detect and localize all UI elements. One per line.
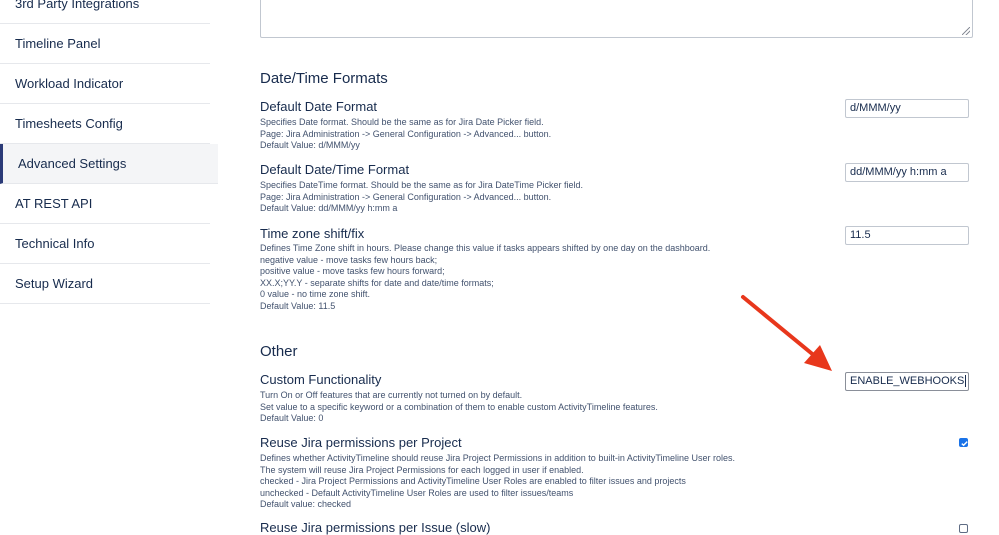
- sidebar-item-setup-wizard[interactable]: Setup Wizard: [0, 264, 210, 304]
- sidebar-item-at-rest-api[interactable]: AT REST API: [0, 184, 210, 224]
- settings-textarea[interactable]: [260, 0, 973, 38]
- custom-functionality-input[interactable]: [845, 372, 969, 391]
- setting-desc-time-zone-shift: Defines Time Zone shift in hours. Please change this value if tasks appears shifted by one day on the dashboard. negative value - move tasks few hours back; positive value - move tasks few hours forward; XX.X;YY.Y - separate shifts for date and date/time formats; 0 value - no time zone shift. Default Value: 11.5: [260, 243, 711, 311]
- section-title-other: Other: [260, 343, 298, 360]
- sidebar-item-technical-info[interactable]: Technical Info: [0, 224, 210, 264]
- sidebar-item-advanced-settings[interactable]: Advanced Settings: [0, 144, 218, 184]
- setting-title-time-zone-shift: Time zone shift/fix: [260, 226, 365, 241]
- setting-title-default-date-format: Default Date Format: [260, 99, 378, 114]
- sidebar: [0, 0, 218, 529]
- section-title-datetime: Date/Time Formats: [260, 70, 388, 87]
- resize-grip-icon[interactable]: [962, 27, 970, 35]
- checkmark-icon: [960, 439, 969, 448]
- setting-desc-default-date-format: Specifies Date format. Should be the same as for Jira Date Picker field. Page: Jira Administration -> General Configuration -> Advanced... button. Default Value: d/MMM/yy: [260, 117, 552, 151]
- reuse-jira-permissions-project-checkbox[interactable]: [959, 438, 968, 447]
- setting-desc-custom-functionality: Turn On or Off features that are currently not turned on by default. Set value to a specific keyword or a combination of them to enable custom ActivityTimeline features. Default Value: 0: [260, 390, 658, 424]
- setting-title-reuse-jira-permissions-project: Reuse Jira permissions per Project: [260, 435, 462, 450]
- setting-title-custom-functionality: Custom Functionality: [260, 372, 382, 387]
- sidebar-item-3rd-party-integrations[interactable]: 3rd Party Integrations: [0, 0, 210, 24]
- custom-functionality-value: ENABLE_WEBHOOKS: [850, 375, 965, 387]
- time-zone-shift-input[interactable]: 11.5: [845, 226, 969, 245]
- sidebar-item-timesheets-config[interactable]: Timesheets Config: [0, 104, 210, 144]
- text-caret: [965, 375, 966, 387]
- default-date-format-input[interactable]: d/MMM/yy: [845, 99, 969, 118]
- setting-title-default-datetime-format: Default Date/Time Format: [260, 162, 410, 177]
- default-datetime-format-input[interactable]: dd/MMM/yy h:mm a: [845, 163, 969, 182]
- annotation-arrow-icon: [738, 293, 838, 375]
- sidebar-item-timeline-panel[interactable]: Timeline Panel: [0, 24, 210, 64]
- sidebar-item-workload-indicator[interactable]: Workload Indicator: [0, 64, 210, 104]
- setting-desc-default-datetime-format: Specifies DateTime format. Should be the same as for Jira DateTime Picker field. Page: Jira Administration -> General Configuration -> Advanced... button. Default Value: dd/MMM/yy h:mm a: [260, 180, 583, 214]
- setting-title-reuse-jira-permissions-issue: Reuse Jira permissions per Issue (slow): [260, 520, 491, 535]
- setting-desc-reuse-jira-permissions-project: Defines whether ActivityTimeline should reuse Jira Project Permissions in addition to built-in ActivityTimeline User roles. The system will reuse Jira Project Permissions for each logged in user if enabled. checked - Jira Project Permissions and ActivityTimeline User Roles are enabled to filter issues and projects unchecked - Default ActivityTimeline User Roles are used to filter issues/teams Default value: checked: [260, 453, 736, 510]
- settings-main: [260, 0, 980, 535]
